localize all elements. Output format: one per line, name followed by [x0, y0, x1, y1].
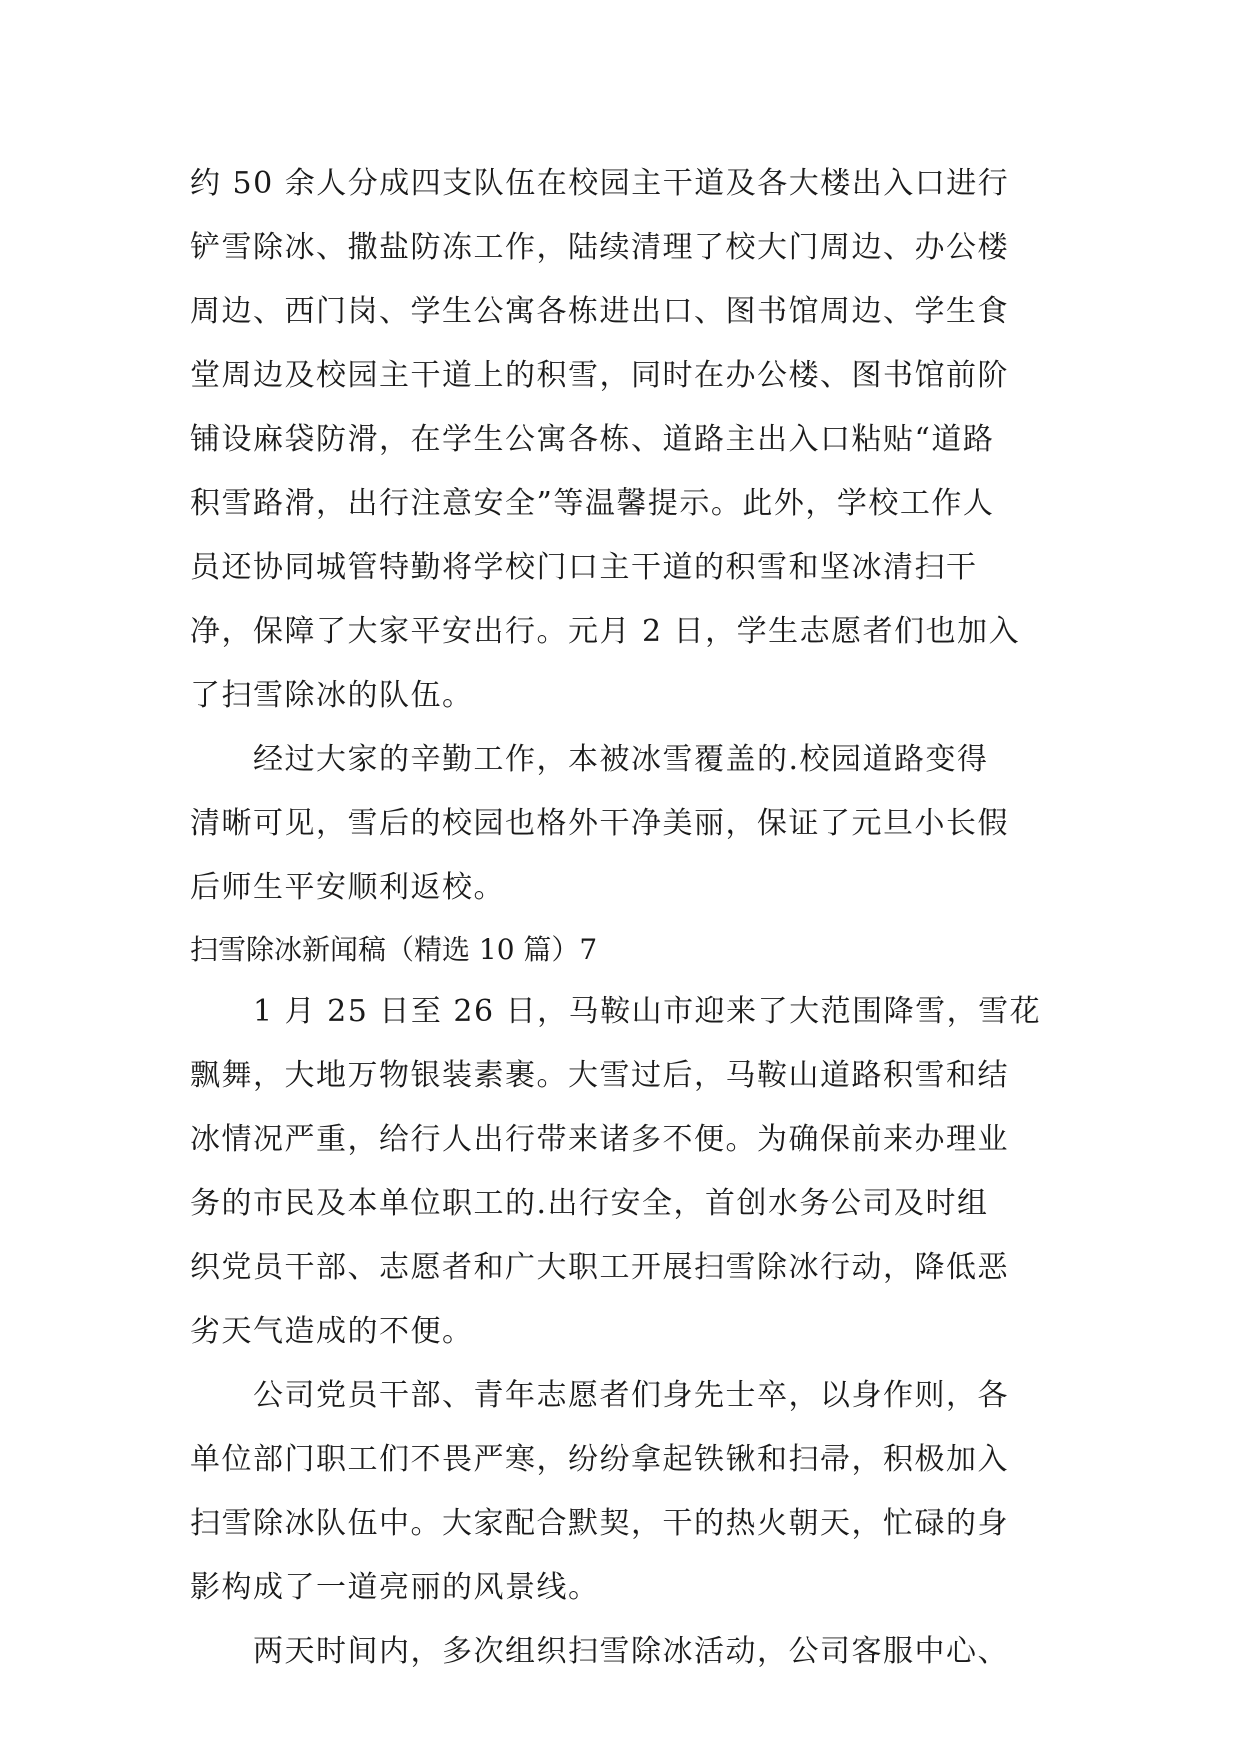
text-line: 劣天气造成的不便。: [190, 1314, 474, 1349]
text-line: 约 50 余人分成四支队伍在校园主干道及各大楼出入口进行: [190, 166, 1010, 201]
text-line: 务的市民及本单位职工的.出行安全，首创水务公司及时组: [190, 1186, 989, 1221]
text-line: 积雪路滑，出行注意安全”等温馨提示。此外，学校工作人: [190, 486, 995, 521]
paragraph-two-days: [190, 1620, 1050, 1684]
text-line: 后师生平安顺利返校。: [190, 870, 505, 905]
text-line: 两天时间内，多次组织扫雪除冰活动，公司客服中心、: [190, 1634, 1009, 1669]
paragraph-result: [190, 728, 1050, 920]
text-line: 净，保障了大家平安出行。元月 2 日，学生志愿者们也加入: [190, 614, 1021, 649]
text-line: 公司党员干部、青年志愿者们身先士卒，以身作则，各: [190, 1378, 1009, 1413]
text-line: 织党员干部、志愿者和广大职工开展扫雪除冰行动，降低恶: [190, 1250, 1009, 1285]
text-line: 周边、西门岗、学生公寓各栋进出口、图书馆周边、学生食: [190, 294, 1009, 329]
text-line: 飘舞，大地万物银装素裹。大雪过后，马鞍山道路积雪和结: [190, 1058, 1009, 1093]
text-line: 清晰可见，雪后的校园也格外干净美丽，保证了元旦小长假: [190, 806, 1009, 841]
text-line: 扫雪除冰队伍中。大家配合默契，干的热火朝天，忙碌的身: [190, 1506, 1009, 1541]
text-line: 经过大家的辛勤工作，本被冰雪覆盖的.校园道路变得: [190, 742, 989, 777]
text-line: 员还协同城管特勤将学校门口主干道的积雪和坚冰清扫干: [190, 550, 978, 585]
paragraph-school-cleanup: [190, 152, 1050, 728]
paragraph-volunteers: [190, 1364, 1050, 1620]
text-line: 堂周边及校园主干道上的积雪，同时在办公楼、图书馆前阶: [190, 358, 1009, 393]
text-line: 铺设麻袋防滑，在学生公寓各栋、道路主出入口粘贴“道路: [190, 422, 995, 457]
text-line: 单位部门职工们不畏严寒，纷纷拿起铁锹和扫帚，积极加入: [190, 1442, 1009, 1477]
section-heading: 扫雪除冰新闻稿（精选 10 篇）7: [190, 933, 598, 966]
document-body: [190, 152, 1050, 1684]
text-line: 1 月 25 日至 26 日，马鞍山市迎来了大范围降雪，雪花: [190, 994, 1042, 1029]
text-line: 铲雪除冰、撒盐防冻工作，陆续清理了校大门周边、办公楼: [190, 230, 1009, 265]
text-line: 影构成了一道亮丽的风景线。: [190, 1570, 600, 1605]
text-line: 了扫雪除冰的队伍。: [190, 678, 474, 713]
text-line: 冰情况严重，给行人出行带来诸多不便。为确保前来办理业: [190, 1122, 1009, 1157]
paragraph-maanshan-snow: [190, 980, 1050, 1364]
